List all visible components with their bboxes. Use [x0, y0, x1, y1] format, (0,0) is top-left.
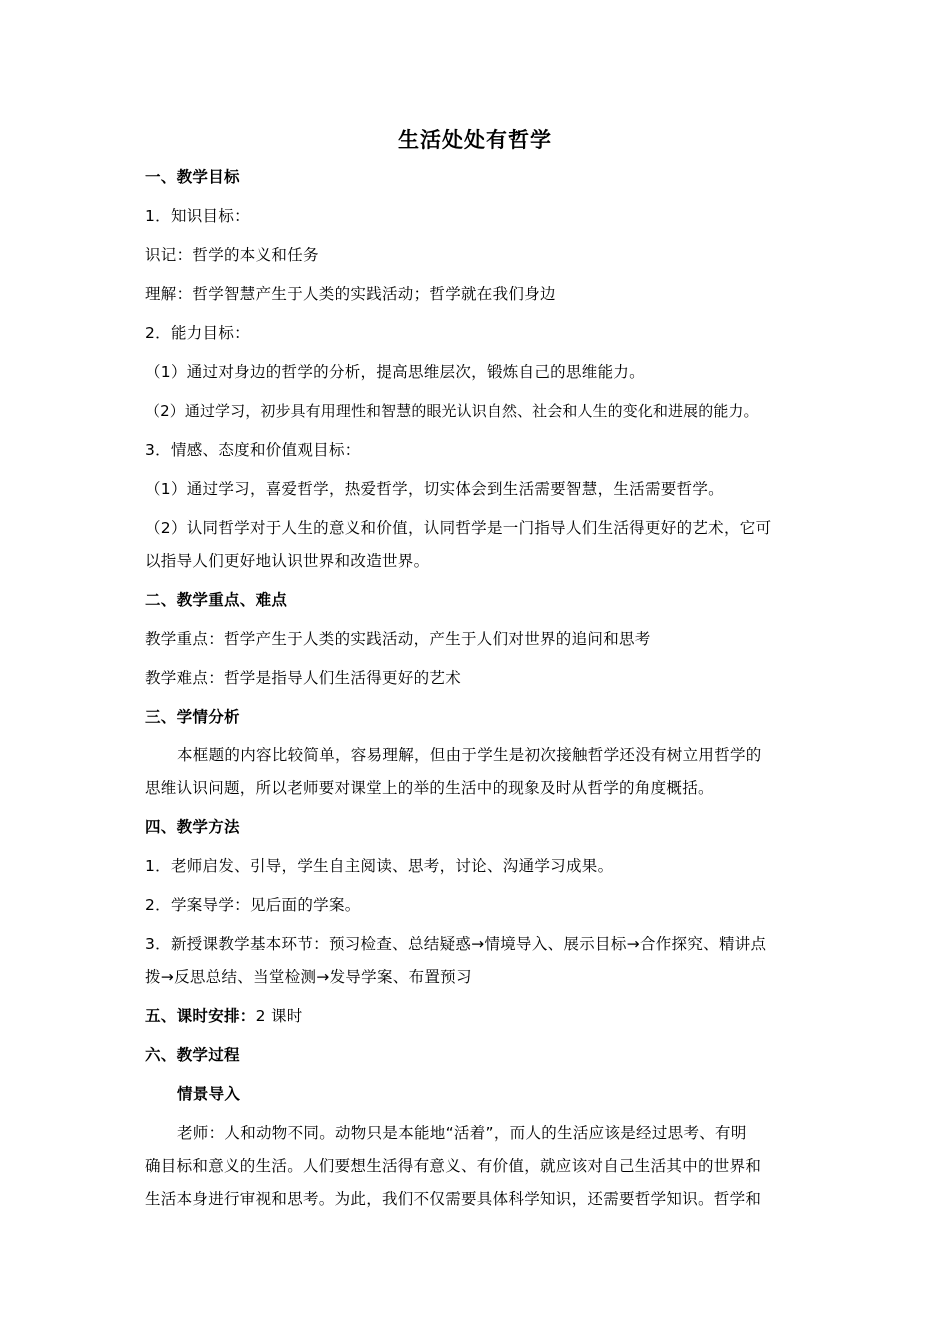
paragraph: 1．老师启发、引导，学生自主阅读、思考，讨论、沟通学习成果。: [145, 857, 614, 875]
paragraph: 本框题的内容比较简单，容易理解，但由于学生是初次接触哲学还没有树立用哲学的: [177, 746, 762, 764]
paragraph: （2）通过学习，初步具有用理性和智慧的眼光认识自然、社会和人生的变化和进展的能力。: [145, 402, 759, 420]
paragraph: 1．知识目标：: [145, 207, 250, 225]
document-title: 生活处处有哲学: [398, 128, 552, 152]
schedule-line: [145, 1006, 303, 1026]
paragraph: （2）认同哲学对于人生的意义和价值，认同哲学是一门指导人们生活得更好的艺术，它可: [145, 519, 772, 537]
paragraph: 老师：人和动物不同。动物只是本能地“活着”，而人的生活应该是经过思考、有明: [177, 1124, 747, 1142]
paragraph: 2．能力目标：: [145, 324, 250, 342]
paragraph: 3．新授课教学基本环节：预习检查、总结疑惑→情境导入、展示目标→合作探究、精讲点: [145, 935, 767, 953]
paragraph: 拨→反思总结、当堂检测→发导学案、布置预习: [145, 968, 472, 986]
section-heading-analysis: 三、学情分析: [145, 708, 240, 726]
paragraph: 确目标和意义的生活。人们要想生活得有意义、有价值，就应该对自己生活其中的世界和: [145, 1157, 762, 1175]
paragraph: 理解：哲学智慧产生于人类的实践活动；哲学就在我们身边: [145, 285, 556, 303]
paragraph: 以指导人们更好地认识世界和改造世界。: [145, 552, 430, 570]
paragraph: 生活本身进行审视和思考。为此，我们不仅需要具体科学知识，还需要哲学知识。哲学和: [145, 1190, 762, 1208]
schedule-value: 2 课时: [255, 1007, 303, 1025]
section-heading-schedule: 五、课时安排：: [145, 1007, 256, 1025]
section-heading-methods: 四、教学方法: [145, 818, 240, 836]
paragraph: 2．学案导学：见后面的学案。: [145, 896, 361, 914]
subheading-scene-intro: 情景导入: [177, 1085, 241, 1103]
section-heading-objectives: 一、教学目标: [145, 168, 240, 186]
paragraph: （1）通过学习，喜爱哲学，热爱哲学，切实体会到生活需要智慧，生活需要哲学。: [145, 480, 724, 498]
paragraph: 教学重点：哲学产生于人类的实践活动，产生于人们对世界的追问和思考: [145, 630, 651, 648]
paragraph: （1）通过对身边的哲学的分析，提高思维层次，锻炼自己的思维能力。: [145, 363, 645, 381]
section-heading-process: 六、教学过程: [145, 1046, 240, 1064]
paragraph: 思维认识问题，所以老师要对课堂上的举的生活中的现象及时从哲学的角度概括。: [145, 779, 714, 797]
paragraph: 教学难点：哲学是指导人们生活得更好的艺术: [145, 669, 462, 687]
section-heading-key-points: 二、教学重点、难点: [145, 591, 288, 609]
paragraph: 识记：哲学的本义和任务: [145, 246, 319, 264]
paragraph: 3．情感、态度和价值观目标：: [145, 441, 361, 459]
